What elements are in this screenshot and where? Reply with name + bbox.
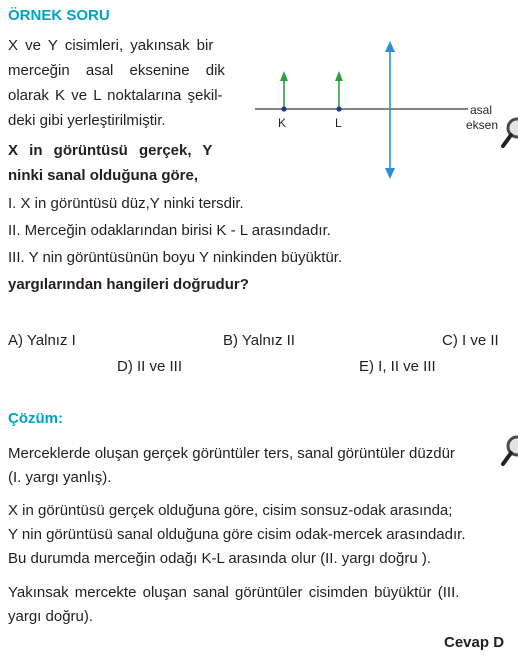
- statement-2: II. Merceğin odaklarından birisi K - L arasındadır.: [8, 222, 331, 239]
- lens-bottom-arrowhead: [385, 168, 395, 179]
- statement-3: III. Y nin görüntüsünün boyu Y ninkinden büyüktür.: [8, 249, 343, 266]
- option-e[interactable]: E) I, II ve III: [359, 358, 436, 375]
- condition-line-1: X in görüntüsü gerçek, Y: [8, 142, 213, 159]
- question-prompt: yargılarından hangileri doğrudur?: [8, 276, 249, 293]
- solution-heading: Çözüm:: [8, 410, 63, 427]
- example-question-heading: ÖRNEK SORU: [8, 7, 110, 24]
- option-a[interactable]: A) Yalnız I: [8, 332, 76, 349]
- lens-diagram: [250, 38, 518, 188]
- solution-p1-line2: (I. yargı yanlış).: [8, 469, 112, 486]
- solution-p3-line2: yargı doğru).: [8, 608, 94, 625]
- solution-p3-line1: Yakınsak mercekte oluşan sanal görüntüler cisimden büyüktür (III.: [8, 584, 460, 601]
- intro-line: [8, 58, 234, 83]
- point-k-dot: [281, 106, 286, 111]
- statements-list: [8, 190, 342, 271]
- axis-label-line2: eksen: [466, 118, 499, 132]
- intro-line-2: merceğin asal eksenine dik: [8, 62, 225, 79]
- object-y-arrowhead: [335, 71, 343, 81]
- statement-1: I. X in görüntüsü düz,Y ninki tersdir.: [8, 195, 244, 212]
- solution-p2-line1: X in görüntüsü gerçek olduğuna göre, cisim sonsuz-odak arasında;: [8, 502, 453, 519]
- option-c[interactable]: C) I ve II: [442, 332, 499, 349]
- solution-p2-line2: Y nin görüntüsü sanal olduğuna göre cisim odak-mercek arasındadır.: [8, 526, 466, 543]
- magnifier-icon: [500, 430, 518, 474]
- intro-line: [8, 108, 234, 133]
- solution-paragraph-1: [8, 442, 455, 490]
- intro-line-4: deki gibi yerleştirilmiştir.: [8, 112, 166, 129]
- axis-label-line1: asal: [470, 103, 493, 117]
- point-l-label: L: [335, 116, 342, 130]
- answer-label: Cevap D: [444, 634, 505, 651]
- lens-top-arrowhead: [385, 41, 395, 52]
- magnifier-icon: [500, 112, 518, 156]
- intro-line: [8, 33, 234, 58]
- point-k-label: K: [278, 116, 287, 130]
- intro-line-3: olarak K ve L noktalarına şekil-: [8, 87, 223, 104]
- solution-p1-line1: Merceklerde oluşan gerçek görüntüler ters, sanal görüntüler düzdür: [8, 445, 455, 462]
- point-l-dot: [336, 106, 341, 111]
- intro-line: [8, 83, 234, 108]
- intro-line-1: X ve Y cisimleri, yakınsak bir: [8, 37, 214, 54]
- option-d[interactable]: D) II ve III: [117, 358, 183, 375]
- solution-paragraph-2: [8, 499, 466, 571]
- solution-paragraph-3: [8, 581, 459, 629]
- question-condition: [8, 138, 234, 188]
- solution-p2-line3: Bu durumda merceğin odağı K-L arasında olur (II. yargı doğru ).: [8, 550, 431, 567]
- question-intro: [8, 33, 234, 133]
- object-x-arrowhead: [280, 71, 288, 81]
- condition-line-2: ninki sanal olduğuna göre,: [8, 167, 199, 184]
- option-b[interactable]: B) Yalnız II: [223, 332, 295, 349]
